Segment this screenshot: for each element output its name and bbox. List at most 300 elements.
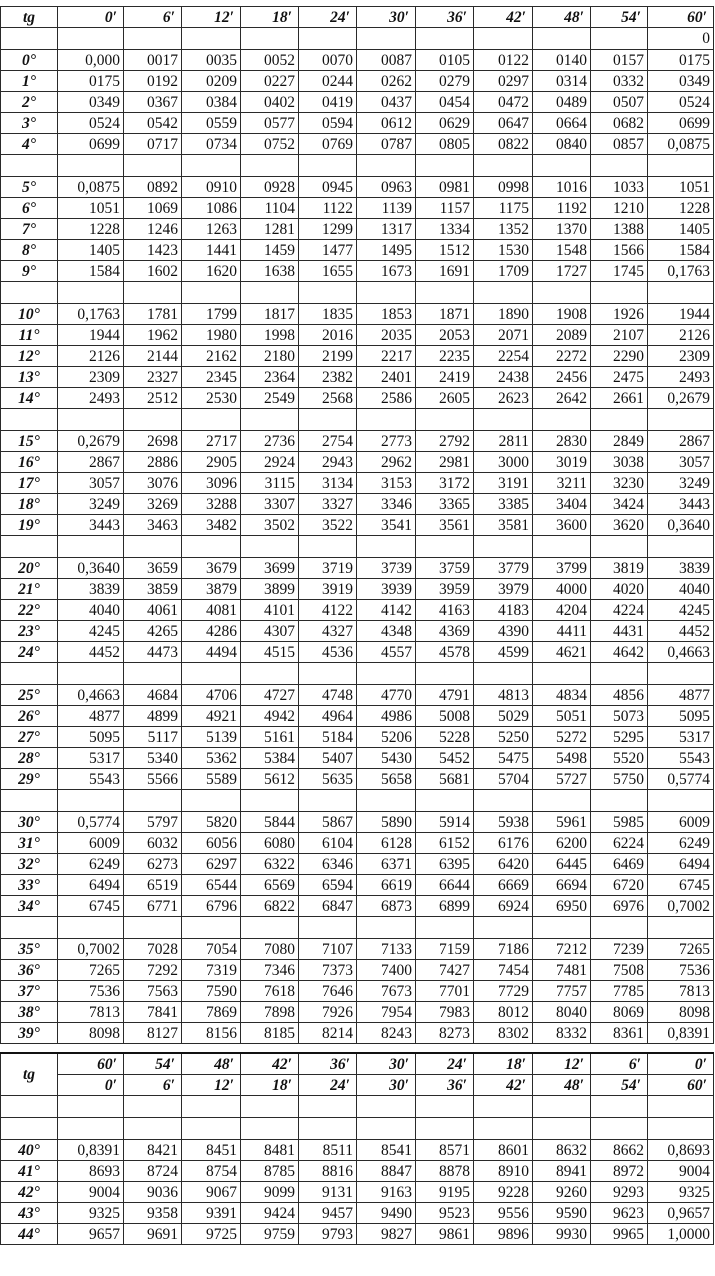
- table-cell: 0,0875: [58, 177, 124, 198]
- table-cell: 3211: [533, 473, 591, 494]
- table-cell: 0087: [357, 50, 416, 71]
- table-cell: 1602: [124, 261, 182, 282]
- table-cell: 9759: [241, 1224, 299, 1245]
- table-cell: 4770: [357, 685, 416, 706]
- table-row: [1, 1224, 714, 1245]
- table-cell: 9523: [416, 1203, 474, 1224]
- column-header-row: [1, 7, 714, 28]
- table-cell: 5029: [474, 706, 533, 727]
- column-header: 0′: [58, 1075, 124, 1096]
- table-cell: 2345: [182, 367, 241, 388]
- empty-cell: [591, 28, 648, 50]
- table-cell: 7618: [241, 981, 299, 1002]
- table-cell: 0,7002: [58, 939, 124, 960]
- table-cell: 7400: [357, 960, 416, 981]
- degree-label: 20°: [1, 558, 58, 579]
- table-cell: 9896: [474, 1224, 533, 1245]
- table-cell: 2107: [591, 325, 648, 346]
- table-cell: 4452: [648, 621, 714, 642]
- table-cell: 3000: [474, 452, 533, 473]
- table-cell: 6847: [299, 896, 357, 917]
- spacer-row: [1, 409, 714, 431]
- table-cell: 7673: [357, 981, 416, 1002]
- degree-label: 42°: [1, 1182, 58, 1203]
- table-cell: 0,8391: [58, 1140, 124, 1161]
- table-cell: 2530: [182, 388, 241, 409]
- table-cell: 1584: [648, 240, 714, 261]
- empty-cell: [533, 917, 591, 939]
- table-cell: 8127: [124, 1023, 182, 1044]
- table-row: [1, 600, 714, 621]
- empty-cell: [648, 917, 714, 939]
- table-cell: 2924: [241, 452, 299, 473]
- empty-cell: [591, 1118, 648, 1140]
- table-row: [1, 388, 714, 409]
- spacer-row: [1, 1096, 714, 1118]
- degree-label: 24°: [1, 642, 58, 663]
- empty-cell: [241, 536, 299, 558]
- table-cell: 3899: [241, 579, 299, 600]
- table-cell: 7159: [416, 939, 474, 960]
- table-cell: 7701: [416, 981, 474, 1002]
- table-cell: 2162: [182, 346, 241, 367]
- column-header: 48′: [533, 7, 591, 28]
- degree-label: 35°: [1, 939, 58, 960]
- table-cell: 2736: [241, 431, 299, 452]
- empty-cell: [357, 663, 416, 685]
- empty-cell: [416, 28, 474, 50]
- table-cell: 0,4663: [648, 642, 714, 663]
- table-cell: 9657: [58, 1224, 124, 1245]
- table-cell: 2309: [648, 346, 714, 367]
- table-row: [1, 981, 714, 1002]
- table-cell: 7373: [299, 960, 357, 981]
- empty-cell: [357, 1096, 416, 1118]
- table-cell: 0682: [591, 113, 648, 134]
- table-cell: 0840: [533, 134, 591, 155]
- table-cell: 2568: [299, 388, 357, 409]
- empty-cell: [124, 536, 182, 558]
- table-cell: 4942: [241, 706, 299, 727]
- table-cell: 5543: [58, 769, 124, 790]
- table-cell: 5612: [241, 769, 299, 790]
- table-cell: 4834: [533, 685, 591, 706]
- table-cell: 3443: [58, 515, 124, 536]
- table-cell: 0437: [357, 92, 416, 113]
- empty-cell: [474, 917, 533, 939]
- empty-cell: [474, 282, 533, 304]
- table-cell: 8332: [533, 1023, 591, 1044]
- table-cell: 2792: [416, 431, 474, 452]
- table-cell: 1334: [416, 219, 474, 240]
- table-cell: 3979: [474, 579, 533, 600]
- table-cell: 7757: [533, 981, 591, 1002]
- table-row: [1, 50, 714, 71]
- table-row: [1, 812, 714, 833]
- table-cell: 0612: [357, 113, 416, 134]
- table-cell: 4621: [533, 642, 591, 663]
- degree-label: 6°: [1, 198, 58, 219]
- column-header: 24′: [299, 1075, 357, 1096]
- table-cell: 0,8391: [648, 1023, 714, 1044]
- table-cell: 7239: [591, 939, 648, 960]
- table-cell: 2126: [58, 346, 124, 367]
- table-cell: 4791: [416, 685, 474, 706]
- table-cell: 1139: [357, 198, 416, 219]
- empty-cell: [241, 28, 299, 50]
- table-cell: 4431: [591, 621, 648, 642]
- table-cell: 6200: [533, 833, 591, 854]
- table-cell: 4245: [58, 621, 124, 642]
- table-cell: 1051: [58, 198, 124, 219]
- table-cell: 2419: [416, 367, 474, 388]
- table-cell: 2126: [648, 325, 714, 346]
- table-cell: 0945: [299, 177, 357, 198]
- table-cell: 0384: [182, 92, 241, 113]
- empty-cell: [299, 1096, 357, 1118]
- degree-label: 4°: [1, 134, 58, 155]
- table-cell: 2754: [299, 431, 357, 452]
- table-cell: 0244: [299, 71, 357, 92]
- table-row: [1, 1002, 714, 1023]
- table-cell: 9623: [591, 1203, 648, 1224]
- empty-cell: [58, 1096, 124, 1118]
- table-cell: 1104: [241, 198, 299, 219]
- degree-label: 13°: [1, 367, 58, 388]
- empty-cell: [648, 663, 714, 685]
- table-cell: 6619: [357, 875, 416, 896]
- table-cell: 5820: [182, 812, 241, 833]
- degree-label: 0°: [1, 50, 58, 71]
- spacer-row: [1, 155, 714, 177]
- table-cell: 5384: [241, 748, 299, 769]
- table-cell: 0175: [58, 71, 124, 92]
- degree-label: 12°: [1, 346, 58, 367]
- table-cell: 6669: [474, 875, 533, 896]
- column-header: 30′: [357, 7, 416, 28]
- table-cell: 0892: [124, 177, 182, 198]
- degree-label-empty: [1, 663, 58, 685]
- table-cell: 2272: [533, 346, 591, 367]
- table-cell: 5985: [591, 812, 648, 833]
- table-cell: 4204: [533, 600, 591, 621]
- degree-label: 18°: [1, 494, 58, 515]
- table-cell: 3779: [474, 558, 533, 579]
- empty-cell: [182, 409, 241, 431]
- table-cell: 0,5774: [648, 769, 714, 790]
- column-header: 12′: [533, 1053, 591, 1075]
- column-header: 48′: [533, 1075, 591, 1096]
- table-cell: 0752: [241, 134, 299, 155]
- table-cell: 1548: [533, 240, 591, 261]
- table-cell: 7729: [474, 981, 533, 1002]
- table-cell: 2180: [241, 346, 299, 367]
- header-note: 0: [648, 28, 714, 50]
- table-cell: 7454: [474, 960, 533, 981]
- empty-cell: [533, 663, 591, 685]
- table-cell: 2811: [474, 431, 533, 452]
- table-cell: 0105: [416, 50, 474, 71]
- table-cell: 3463: [124, 515, 182, 536]
- empty-cell: [533, 409, 591, 431]
- table-cell: 0052: [241, 50, 299, 71]
- table-cell: 6494: [58, 875, 124, 896]
- table-cell: 6224: [591, 833, 648, 854]
- column-header: 0′: [58, 7, 124, 28]
- table-row: [1, 198, 714, 219]
- table-cell: 4183: [474, 600, 533, 621]
- table-cell: 9725: [182, 1224, 241, 1245]
- table-cell: 5750: [591, 769, 648, 790]
- degree-label: 44°: [1, 1224, 58, 1245]
- table-cell: 9457: [299, 1203, 357, 1224]
- table-cell: 8541: [357, 1140, 416, 1161]
- table-body: [1, 7, 714, 1245]
- table-cell: 0017: [124, 50, 182, 71]
- table-cell: 0629: [416, 113, 474, 134]
- table-cell: 7346: [241, 960, 299, 981]
- table-cell: 9325: [648, 1182, 714, 1203]
- table-cell: 4899: [124, 706, 182, 727]
- table-cell: 2962: [357, 452, 416, 473]
- table-cell: 3581: [474, 515, 533, 536]
- table-cell: 4727: [241, 685, 299, 706]
- table-cell: 3038: [591, 452, 648, 473]
- table-cell: 3799: [533, 558, 591, 579]
- column-header: 0′: [648, 1053, 714, 1075]
- table-cell: 6720: [591, 875, 648, 896]
- table-cell: 3502: [241, 515, 299, 536]
- empty-cell: [416, 155, 474, 177]
- table-cell: 4964: [299, 706, 357, 727]
- table-cell: 6104: [299, 833, 357, 854]
- degree-label: 28°: [1, 748, 58, 769]
- table-cell: 1263: [182, 219, 241, 240]
- degree-label-empty: [1, 155, 58, 177]
- table-row: [1, 113, 714, 134]
- table-cell: 6176: [474, 833, 533, 854]
- table-cell: 5206: [357, 727, 416, 748]
- table-cell: 0981: [416, 177, 474, 198]
- table-cell: 1405: [58, 240, 124, 261]
- table-cell: 8481: [241, 1140, 299, 1161]
- table-cell: 0524: [58, 113, 124, 134]
- empty-cell: [648, 1118, 714, 1140]
- table-cell: 8098: [58, 1023, 124, 1044]
- table-cell: 1727: [533, 261, 591, 282]
- degree-label: 17°: [1, 473, 58, 494]
- table-cell: 5938: [474, 812, 533, 833]
- table-cell: 8214: [299, 1023, 357, 1044]
- table-row: [1, 515, 714, 536]
- table-cell: 7028: [124, 939, 182, 960]
- degree-label: 5°: [1, 177, 58, 198]
- table-cell: 6249: [648, 833, 714, 854]
- empty-cell: [648, 1096, 714, 1118]
- column-header: 6′: [124, 7, 182, 28]
- column-header: 6′: [591, 1053, 648, 1075]
- column-header: 30′: [357, 1053, 416, 1075]
- table-cell: 3522: [299, 515, 357, 536]
- table-cell: 0297: [474, 71, 533, 92]
- table-cell: 0559: [182, 113, 241, 134]
- column-header: 36′: [416, 1075, 474, 1096]
- table-cell: 3057: [58, 473, 124, 494]
- table-cell: 2717: [182, 431, 241, 452]
- table-cell: 0227: [241, 71, 299, 92]
- table-row: [1, 346, 714, 367]
- degree-label: 34°: [1, 896, 58, 917]
- table-cell: 2586: [357, 388, 416, 409]
- table-cell: 5295: [591, 727, 648, 748]
- table-cell: 3679: [182, 558, 241, 579]
- table-cell: 4142: [357, 600, 416, 621]
- table-cell: 0349: [648, 71, 714, 92]
- empty-cell: [591, 917, 648, 939]
- table-cell: 0175: [648, 50, 714, 71]
- table-cell: 2867: [58, 452, 124, 473]
- empty-cell: [299, 790, 357, 812]
- column-header: 18′: [241, 1075, 299, 1096]
- degree-label: 26°: [1, 706, 58, 727]
- table-cell: 6822: [241, 896, 299, 917]
- degree-label-empty: [1, 790, 58, 812]
- table-cell: 1980: [182, 325, 241, 346]
- table-cell: 7212: [533, 939, 591, 960]
- empty-cell: [241, 1096, 299, 1118]
- table-cell: 3719: [299, 558, 357, 579]
- table-cell: 3739: [357, 558, 416, 579]
- table-cell: 0787: [357, 134, 416, 155]
- table-cell: 0928: [241, 177, 299, 198]
- table-cell: 4000: [533, 579, 591, 600]
- table-cell: 1157: [416, 198, 474, 219]
- empty-cell: [58, 790, 124, 812]
- table-cell: 6371: [357, 854, 416, 875]
- empty-cell: [182, 790, 241, 812]
- table-cell: 1441: [182, 240, 241, 261]
- table-cell: 3659: [124, 558, 182, 579]
- table-cell: 3249: [648, 473, 714, 494]
- column-header: 6′: [124, 1075, 182, 1096]
- empty-cell: [357, 790, 416, 812]
- empty-cell: [416, 1118, 474, 1140]
- table-cell: 8511: [299, 1140, 357, 1161]
- table-cell: 1998: [241, 325, 299, 346]
- table-cell: 8632: [533, 1140, 591, 1161]
- table-row: [1, 896, 714, 917]
- table-cell: 2290: [591, 346, 648, 367]
- table-cell: 2438: [474, 367, 533, 388]
- empty-cell: [124, 28, 182, 50]
- table-cell: 6873: [357, 896, 416, 917]
- degree-label-empty: [1, 282, 58, 304]
- table-cell: 8878: [416, 1161, 474, 1182]
- empty-cell: [533, 1118, 591, 1140]
- table-cell: 6745: [58, 896, 124, 917]
- table-cell: 5250: [474, 727, 533, 748]
- column-header: 54′: [124, 1053, 182, 1075]
- table-cell: 5317: [648, 727, 714, 748]
- table-cell: 4748: [299, 685, 357, 706]
- column-header: 54′: [591, 7, 648, 28]
- degree-label: 7°: [1, 219, 58, 240]
- empty-cell: [241, 917, 299, 939]
- table-cell: 5051: [533, 706, 591, 727]
- table-cell: 3859: [124, 579, 182, 600]
- table-cell: 6899: [416, 896, 474, 917]
- empty-cell: [124, 663, 182, 685]
- table-cell: 1908: [533, 304, 591, 325]
- table-cell: 3620: [591, 515, 648, 536]
- empty-cell: [182, 282, 241, 304]
- table-cell: 0769: [299, 134, 357, 155]
- column-header: 12′: [182, 7, 241, 28]
- table-cell: 2830: [533, 431, 591, 452]
- table-cell: 3759: [416, 558, 474, 579]
- table-cell: 8361: [591, 1023, 648, 1044]
- empty-cell: [241, 790, 299, 812]
- table-cell: 5317: [58, 748, 124, 769]
- table-cell: 4578: [416, 642, 474, 663]
- table-cell: 5362: [182, 748, 241, 769]
- divider-cell: [1, 1044, 714, 1054]
- table-cell: 1175: [474, 198, 533, 219]
- table-row: [1, 431, 714, 452]
- table-cell: 8847: [357, 1161, 416, 1182]
- table-cell: 0454: [416, 92, 474, 113]
- degree-label: 40°: [1, 1140, 58, 1161]
- table-cell: 3346: [357, 494, 416, 515]
- table-row: [1, 1182, 714, 1203]
- degree-label: 3°: [1, 113, 58, 134]
- table-cell: 2199: [299, 346, 357, 367]
- table-cell: 6032: [124, 833, 182, 854]
- degree-label: 43°: [1, 1203, 58, 1224]
- empty-cell: [58, 282, 124, 304]
- table-cell: 7926: [299, 1002, 357, 1023]
- table-cell: 0,7002: [648, 896, 714, 917]
- table-cell: 2661: [591, 388, 648, 409]
- table-cell: 6128: [357, 833, 416, 854]
- empty-cell: [474, 409, 533, 431]
- table-cell: 5589: [182, 769, 241, 790]
- table-cell: 1638: [241, 261, 299, 282]
- degree-label: 36°: [1, 960, 58, 981]
- empty-cell: [416, 536, 474, 558]
- table-cell: 1388: [591, 219, 648, 240]
- table-cell: 6519: [124, 875, 182, 896]
- table-cell: 9424: [241, 1203, 299, 1224]
- table-cell: 3172: [416, 473, 474, 494]
- empty-cell: [357, 536, 416, 558]
- table-cell: 3939: [357, 579, 416, 600]
- table-cell: 5635: [299, 769, 357, 790]
- table-cell: 1962: [124, 325, 182, 346]
- table-cell: 4245: [648, 600, 714, 621]
- spacer-row: [1, 28, 714, 50]
- column-header: 24′: [416, 1053, 474, 1075]
- degree-label: 39°: [1, 1023, 58, 1044]
- table-row: [1, 854, 714, 875]
- table-cell: 5498: [533, 748, 591, 769]
- table-cell: 0,4663: [58, 685, 124, 706]
- degree-label: 11°: [1, 325, 58, 346]
- table-cell: 6544: [182, 875, 241, 896]
- table-cell: 1,0000: [648, 1224, 714, 1245]
- empty-cell: [299, 155, 357, 177]
- table-cell: 1871: [416, 304, 474, 325]
